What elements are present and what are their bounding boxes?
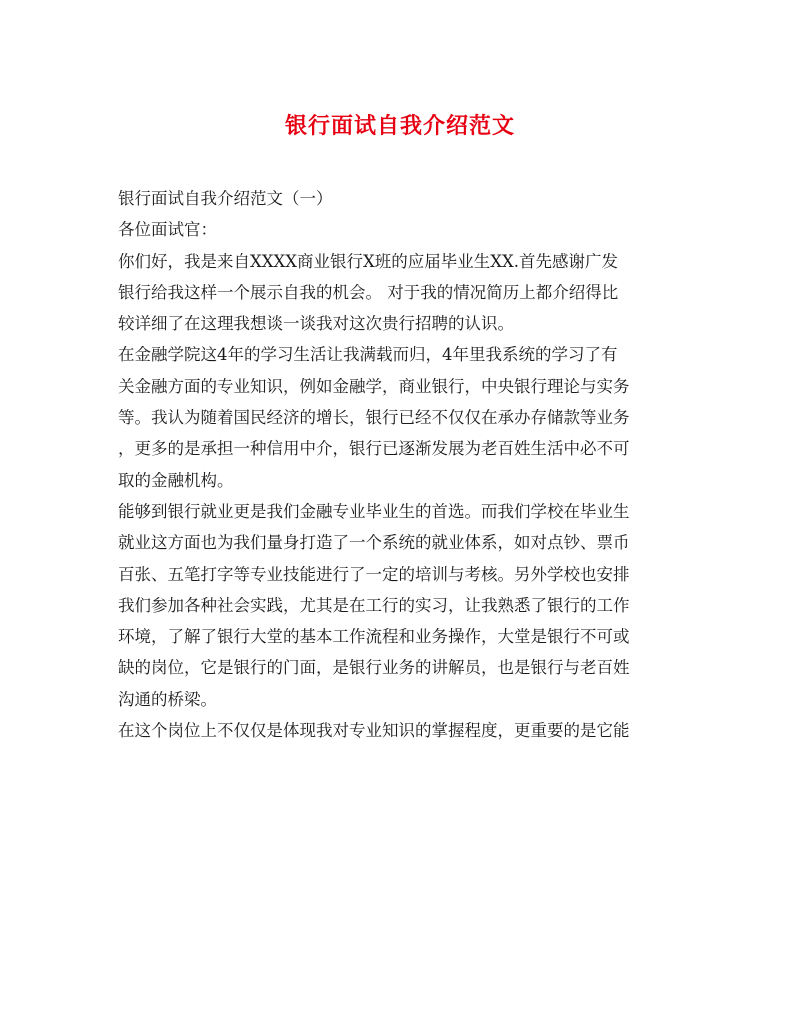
text-line: ，更多的是承担一种信用中介，银行已逐渐发展为老百姓生活中必不可 [118, 439, 630, 459]
text-line: 等。我认为随着国民经济的增长，银行已经不仅仅在承办存储款等业务 [118, 408, 630, 428]
text-line: 缺的岗位，它是银行的门面，是银行业务的讲解员，也是银行与老百姓 [118, 658, 630, 678]
text-line: 沟通的桥梁。 [118, 689, 217, 709]
paragraph [118, 715, 690, 746]
paragraph [118, 339, 690, 495]
paragraph [118, 246, 690, 340]
text-line: 环境，了解了银行大堂的基本工作流程和业务操作，大堂是银行不可或 [118, 627, 630, 647]
text-line: 在这个岗位上不仅仅是体现我对专业知识的掌握程度，更重要的是它能 [118, 721, 630, 741]
text-line: 我们参加各种社会实践，尤其是在工行的实习，让我熟悉了银行的工作 [118, 595, 630, 615]
text-line: 你们好，我是来自XXXX商业银行X班的应届毕业生XX.首先感谢广发 [118, 251, 618, 271]
text-line: 百张、五笔打字等专业技能进行了一定的培训与考核。另外学校也安排 [118, 564, 630, 584]
text-line: 取的金融机构。 [118, 470, 234, 490]
text-line: 就业这方面也为我们量身打造了一个系统的就业体系，如对点钞、票币 [118, 533, 630, 553]
document-title: 银行面试自我介绍范文 [284, 113, 515, 139]
text-line: 较详细了在这理我想谈一谈我对这次贵行招聘的认识。 [118, 314, 514, 334]
text-line: 能够到银行就业更是我们金融专业毕业生的首选。而我们学校在毕业生 [118, 501, 630, 521]
document-body [118, 183, 690, 746]
text-line: 关金融方面的专业知识，例如金融学，商业银行，中央银行理论与实务 [118, 376, 630, 396]
paragraphs-container [118, 246, 690, 747]
paragraph [118, 496, 690, 715]
subtitle-line: 银行面试自我介绍范文（一） [118, 189, 333, 208]
salutation-line: 各位面试官： [118, 220, 217, 240]
text-line: 银行给我这样一个展示自我的机会。 对于我的情况简历上都介绍得比 [118, 282, 619, 302]
text-line: 在金融学院这4年的学习生活让我满载而归，4年里我系统的学习了有 [118, 345, 618, 365]
